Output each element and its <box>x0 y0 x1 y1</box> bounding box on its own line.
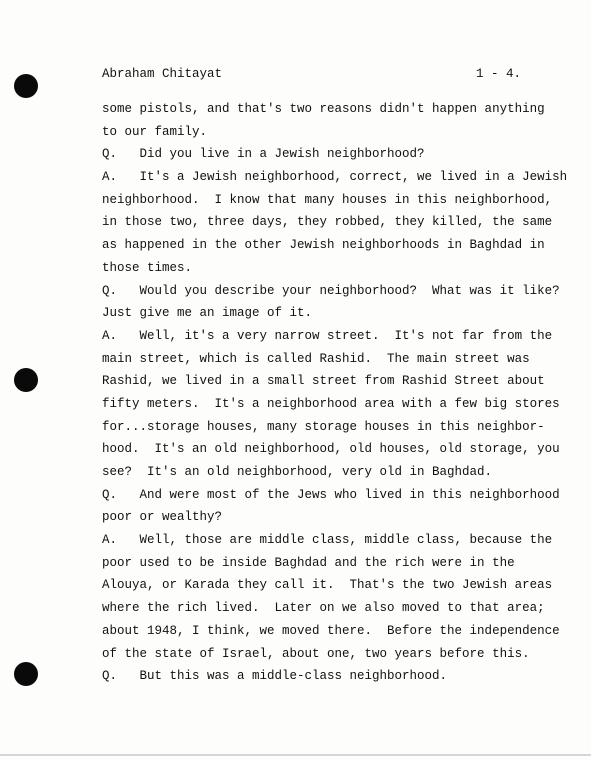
transcript-line: to our family. <box>102 124 208 139</box>
transcript-line: Q. Would you describe your neighborhood? What was it like? <box>102 283 560 298</box>
page-edge <box>0 754 591 756</box>
binder-hole <box>14 74 38 98</box>
transcript-line: in those two, three days, they robbed, they killed, the same <box>102 215 553 230</box>
transcript-line: about 1948, I think, we moved there. Before the independence <box>102 623 560 638</box>
transcript-line: poor used to be inside Baghdad and the rich were in the <box>102 555 515 570</box>
transcript-line: Q. But this was a middle-class neighborhood. <box>102 669 448 684</box>
transcript-line: A. Well, it's a very narrow street. It's not far from the <box>102 328 553 343</box>
transcript-line: Q. Did you live in a Jewish neighborhood? <box>102 147 425 162</box>
transcript-line: A. Well, those are middle class, middle class, because the <box>102 533 553 548</box>
transcript-line: hood. It's an old neighborhood, old houses, old storage, you <box>102 442 560 457</box>
transcript-line: of the state of Israel, about one, two years before this. <box>102 646 530 661</box>
transcript-line: some pistols, and that's two reasons didn't happen anything <box>102 102 545 116</box>
transcript-line: Just give me an image of it. <box>102 306 313 321</box>
transcript-line: Alouya, or Karada they call it. That's the two Jewish areas <box>102 578 553 593</box>
transcript-line: for...storage houses, many storage houses in this neighbor- <box>102 419 545 434</box>
transcript-line: poor or wealthy? <box>102 510 223 525</box>
transcript-body <box>102 98 568 688</box>
page-number: 1 - 4. <box>476 67 522 81</box>
interviewee-name: Abraham Chitayat <box>102 67 223 81</box>
transcript-line: Rashid, we lived in a small street from Rashid Street about <box>102 374 545 389</box>
transcript-line: those times. <box>102 260 193 275</box>
transcript-line: fifty meters. It's a neighborhood area with a few big stores <box>102 396 560 411</box>
transcript-line: see? It's an old neighborhood, very old in Baghdad. <box>102 465 493 479</box>
transcript-line: where the rich lived. Later on we also moved to that area; <box>102 601 545 616</box>
binder-hole <box>14 662 38 686</box>
transcript-line: as happened in the other Jewish neighborhoods in Baghdad in <box>102 238 545 253</box>
transcript-line: neighborhood. I know that many houses in this neighborhood, <box>102 192 553 207</box>
transcript-line: Q. And were most of the Jews who lived in this neighborhood <box>102 487 560 502</box>
binder-hole <box>14 368 38 392</box>
transcript-line: main street, which is called Rashid. The main street was <box>102 351 530 366</box>
transcript-line: A. It's a Jewish neighborhood, correct, we lived in a Jewish <box>102 170 568 185</box>
